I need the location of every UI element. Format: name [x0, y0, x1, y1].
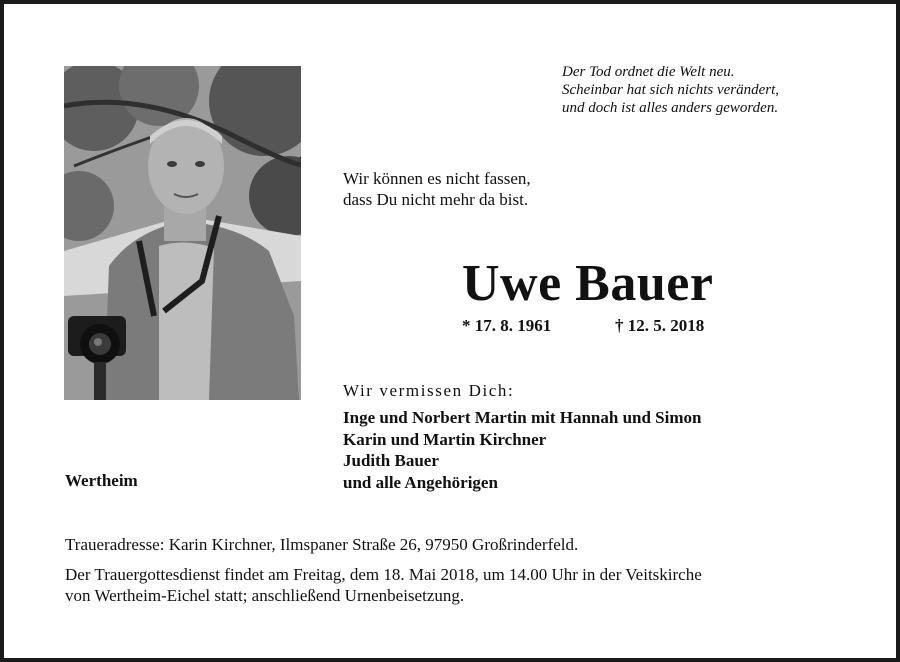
mourner-entry: Karin und Martin Kirchner: [343, 429, 547, 449]
mourners-list: [343, 407, 701, 493]
mourner-entry: Inge und Norbert Martin mit Hannah und Simon: [343, 408, 702, 427]
quote-line: Der Tod ordnet die Welt neu.: [562, 64, 735, 80]
mourners-heading: Wir vermissen Dich:: [343, 381, 515, 400]
mourner-entry: Judith Bauer: [343, 451, 439, 470]
service-info: [65, 564, 865, 606]
intro-line: dass Du nicht mehr da bist.: [343, 190, 529, 209]
service-line: Der Trauergottesdienst findet am Freitag, dem 18. Mai 2018, um 14.00 Uhr in der Veitskirche: [65, 565, 702, 584]
town-name: Wertheim: [65, 471, 138, 490]
intro-line: Wir können es nicht fassen,: [343, 169, 531, 188]
quote-block: [562, 63, 862, 117]
quote-line: Scheinbar hat sich nichts verändert,: [562, 82, 780, 98]
mourning-address: Traueradresse: Karin Kirchner, Ilmspaner Straße 26, 97950 Großrinderfeld.: [65, 535, 579, 554]
service-line: von Wertheim-Eichel statt; anschließend Urnenbeisetzung.: [65, 586, 465, 605]
quote-line: und doch ist alles anders geworden.: [562, 100, 779, 116]
portrait-photo: [64, 66, 301, 400]
death-date: † 12. 5. 2018: [615, 316, 705, 335]
mourner-entry: und alle Angehörigen: [343, 472, 498, 492]
intro-text: [343, 168, 531, 210]
birth-date: * 17. 8. 1961: [462, 316, 552, 335]
deceased-name: Uwe Bauer: [462, 255, 714, 312]
